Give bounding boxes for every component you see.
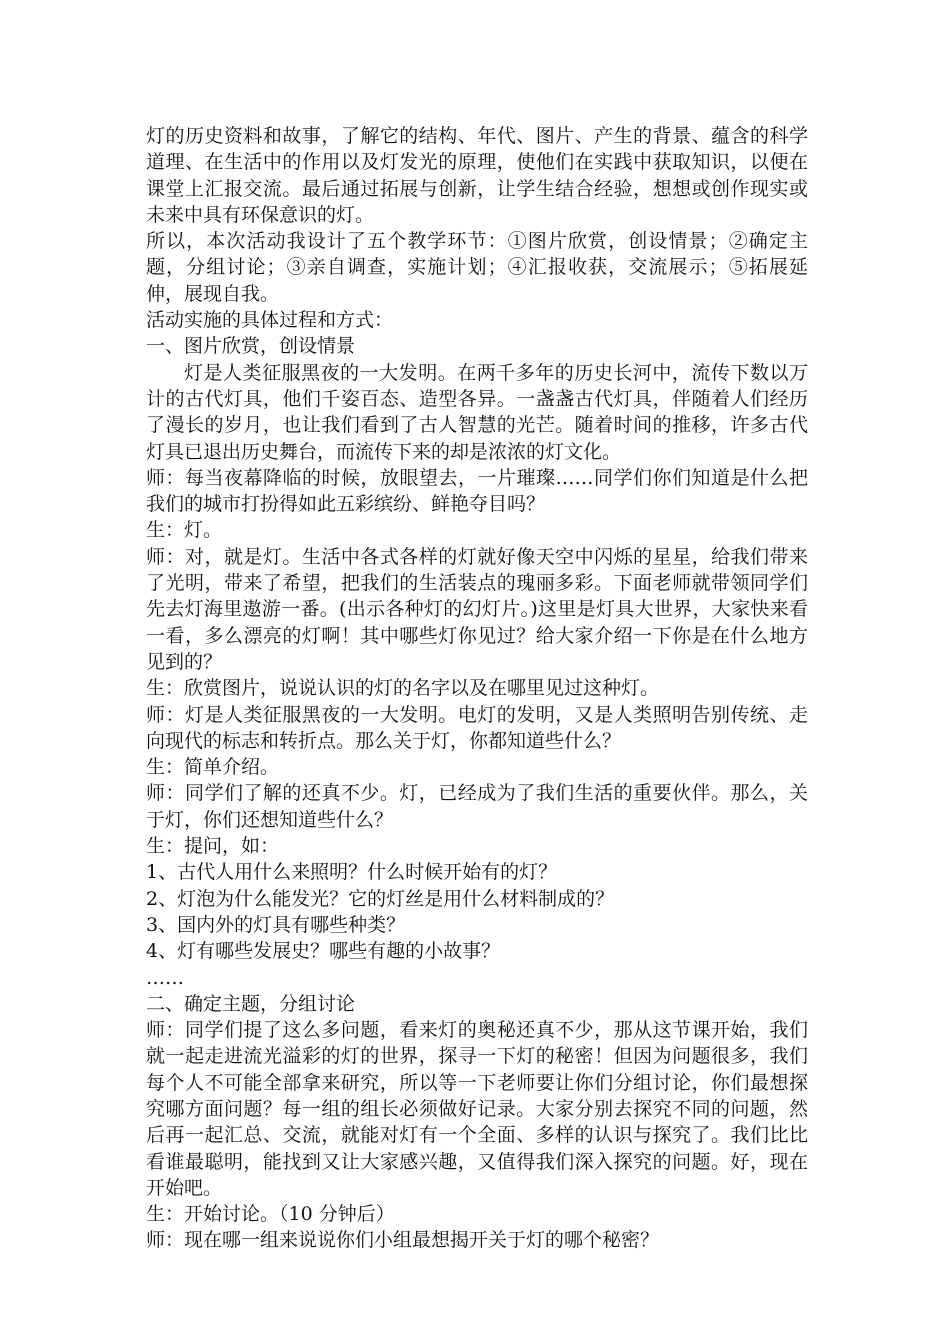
dialogue-line: 师：同学们了解的还真不少。灯，已经成为了我们生活的重要伙伴。那么，关于灯，你们还想知道些什么？: [146, 782, 808, 831]
dialogue-line: 生：简单介绍。: [146, 756, 280, 779]
list-item: 4、灯有哪些发展史？哪些有趣的小故事？: [146, 940, 501, 963]
paragraph: 活动实施的具体过程和方式：: [146, 309, 394, 332]
dialogue-line: 生：灯。: [146, 519, 223, 542]
dialogue-line: 生：提问，如：: [146, 835, 280, 858]
dialogue-line: 生：开始讨论。（10 分钟后）: [146, 1203, 395, 1226]
list-item: 1、古代人用什么来照明？什么时候开始有的灯？: [146, 861, 558, 884]
dialogue-line: 师：现在哪一组来说说你们小组最想揭开关于灯的哪个秘密？: [146, 1229, 660, 1252]
paragraph: 灯是人类征服黑夜的一大发明。在两千多年的历史长河中，流传下数以万计的古代灯具，他们千姿百态、造型各异。一盏盏古代灯具，伴随着人们经历了漫长的岁月，也让我们看到了古人智慧的光芒。随着时间的推移，许多古代灯具已退出历史舞台，而流传下来的却是浓浓的灯文化。: [146, 361, 808, 463]
section-heading: 二、确定主题，分组讨论: [146, 992, 356, 1015]
document-body: [146, 123, 808, 1254]
dialogue-line: 师：同学们提了这么多问题，看来灯的奥秘还真不少，那从这节课开始，我们就一起走进流光溢彩的灯的世界，探寻一下灯的秘密！但因为问题很多，我们每个人不可能全部拿来研究，所以等一下老师要让你们分组讨论，你们最想探究哪方面问题？每一组的组长必须做好记录。大家分别去探究不同的问题，然后再一起汇总、交流，就能对灯有一个全面、多样的认识与探究了。我们比比看谁最聪明，能找到又让大家感兴趣，又值得我们深入探究的问题。好，现在开始吧。: [146, 1019, 808, 1199]
dialogue-line: 师：每当夜幕降临的时候，放眼望去，一片璀璨……同学们你们知道是什么把我们的城市打扮得如此五彩缤纷、鲜艳夺目吗？: [146, 466, 808, 516]
list-item: 2、灯泡为什么能发光？它的灯丝是用什么材料制成的？: [146, 887, 615, 910]
paragraph: 灯的历史资料和故事，了解它的结构、年代、图片、产生的背景、蕴含的科学道理、在生活中的作用以及灯发光的原理，使他们在实践中获取知识，以便在课堂上汇报交流。最后通过拓展与创新，让学生结合经验，想想或创作现实或未来中具有环保意识的灯。: [146, 125, 808, 226]
ellipsis-line: ……: [146, 966, 184, 989]
paragraph: 所以，本次活动我设计了五个教学环节：①图片欣赏，创设情景；②确定主题，分组讨论；③亲自调查，实施计划；④汇报收获，交流展示；⑤拓展延伸，展现自我。: [146, 230, 808, 305]
list-item: 3、国内外的灯具有哪些种类？: [146, 913, 406, 936]
dialogue-line: 师：对，就是灯。生活中各式各样的灯就好像天空中闪烁的星星，给我们带来了光明，带来了希望，把我们的生活装点的瑰丽多彩。下面老师就带领同学们先去灯海里遨游一番。(出示各种灯的幻灯片。)这里是灯具大世界，大家快来看一看，多么漂亮的灯啊！其中哪些灯你见过？给大家介绍一下你是在什么地方见到的？: [146, 545, 808, 673]
dialogue-line: 生：欣赏图片，说说认识的灯的名字以及在哪里见过这种灯。: [146, 677, 660, 700]
section-heading: 一、图片欣赏，创设情景: [146, 335, 356, 358]
dialogue-line: 师：灯是人类征服黑夜的一大发明。电灯的发明，又是人类照明告别传统、走向现代的标志和转折点。那么关于灯，你都知道些什么？: [146, 703, 808, 752]
